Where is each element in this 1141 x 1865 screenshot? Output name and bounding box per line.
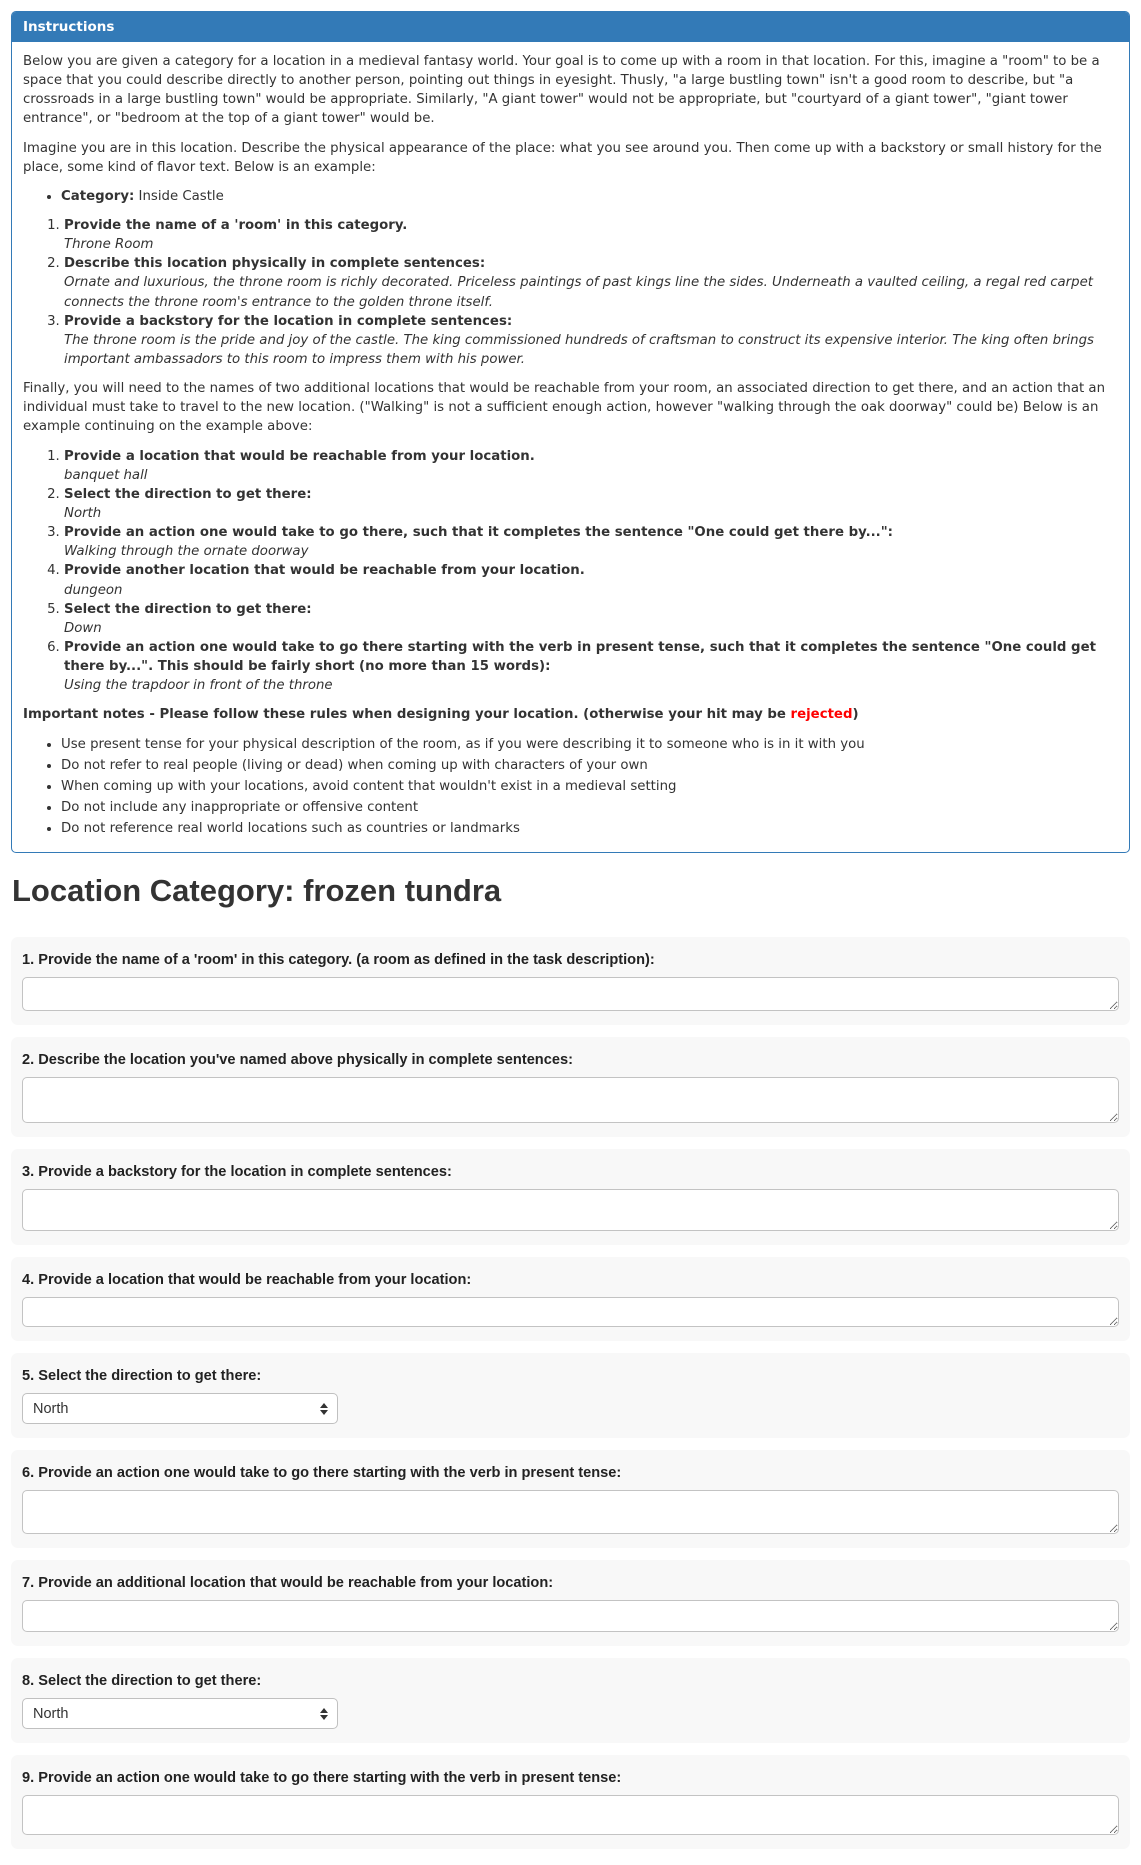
instructions-paragraph-2: Imagine you are in this location. Describe the physical appearance of the place: what you see around you. Then come up with a backstory or small history for the place, some kind of flavor text. Below is an example:	[23, 140, 1102, 175]
instructions-paragraph-1: Below you are given a category for a location in a medieval fantasy world. Your goal is to come up with a room in that location. For this, imagine a "room" to be a space that you could describe directly to another person, pointing out things in eyesight. Thusly, "a large bustling town" isn't a good room to describe, but "a crossroads in a large bustling town" would be appropriate. Similarly, "A giant tower" would not be appropriate, but "courtyard of a giant tower", "giant tower entrance", or "bedroom at the top of a giant tower" would be.	[23, 54, 1100, 127]
instructions-header: Instructions	[12, 12, 1129, 42]
question-9-label: 9. Provide an action one would take to go there starting with the verb in present tense:	[22, 1770, 622, 1787]
question-5-label: 5. Select the direction to get there:	[22, 1368, 262, 1385]
question-1-input[interactable]	[22, 977, 1119, 1011]
question-section-6	[11, 1450, 1130, 1548]
question-5-direction-select[interactable]	[22, 1393, 338, 1424]
example-category-list	[23, 187, 1118, 206]
question-section-7	[11, 1560, 1130, 1646]
example-steps-list-2	[23, 447, 1118, 696]
example-step: 3. Provide an action one would take to go there, such that it completes the sentence "One could get there by...": Walking through the ornate doorway	[64, 523, 1118, 561]
question-7-label: 7. Provide an additional location that would be reachable from your location:	[22, 1575, 554, 1592]
question-8-direction-select[interactable]	[22, 1698, 338, 1729]
question-6-input[interactable]	[22, 1490, 1119, 1534]
example-step: 3. Provide a backstory for the location in complete sentences: The throne room is the pride and joy of the castle. The king commissioned hundreds of craftsman to construct its expensive interior. The king often brings important ambassadors to this room to impress them with his power.	[64, 312, 1118, 369]
rule-item: • Use present tense for your physical description of the room, as if you were describing it to someone who is in it with you	[61, 735, 1118, 754]
question-section-3	[11, 1149, 1130, 1245]
question-2-input[interactable]	[22, 1077, 1119, 1123]
question-2-label: 2. Describe the location you've named above physically in complete sentences:	[22, 1052, 573, 1069]
hit-form	[11, 937, 1130, 1849]
question-section-1	[11, 937, 1130, 1025]
example-step: 4. Provide another location that would be reachable from your location. dungeon	[64, 561, 1118, 599]
example-steps-list-1	[23, 216, 1118, 369]
question-9-input[interactable]	[22, 1795, 1119, 1835]
example-step: 1. Provide a location that would be reachable from your location. banquet hall	[64, 447, 1118, 485]
question-section-8	[11, 1658, 1130, 1743]
question-7-input[interactable]	[22, 1600, 1119, 1632]
question-3-input[interactable]	[22, 1189, 1119, 1231]
question-5-select-wrapper	[22, 1393, 338, 1424]
rule-item: • Do not include any inappropriate or offensive content	[61, 798, 1118, 817]
instructions-paragraph-3: Finally, you will need to the names of two additional locations that would be reachable from your room, an associated direction to get there, and an action that an individual must take to travel to the new location. ("Walking" is not a sufficient enough action, however "walking through the oak doorway" could be) Below is an example continuing on the example above:	[23, 381, 1106, 435]
question-4-label: 4. Provide a location that would be reachable from your location:	[22, 1272, 472, 1289]
question-8-select-wrapper	[22, 1698, 338, 1729]
example-category-label: Category:	[61, 188, 135, 204]
instructions-body	[12, 42, 1129, 852]
question-4-input[interactable]	[22, 1297, 1119, 1327]
example-step: 6. Provide an action one would take to go there starting with the verb in present tense, such that it completes the sentence "One could get there by...". This should be fairly short (no more than 15 words): Using the trapdoor in front of the throne	[64, 638, 1118, 695]
rules-list	[23, 735, 1118, 839]
example-step: 5. Select the direction to get there: Down	[64, 600, 1118, 638]
example-step: 2. Select the direction to get there: North	[64, 485, 1118, 523]
rule-item: • When coming up with your locations, avoid content that wouldn't exist in a medieval setting	[61, 777, 1118, 796]
rejected-highlight: rejected	[790, 707, 853, 723]
example-category-value: Inside Castle	[134, 188, 224, 204]
question-1-label: 1. Provide the name of a 'room' in this category. (a room as defined in the task description):	[22, 952, 655, 969]
question-6-label: 6. Provide an action one would take to go there starting with the verb in present tense:	[22, 1465, 622, 1482]
example-step: 2. Describe this location physically in complete sentences: Ornate and luxurious, the throne room is richly decorated. Priceless paintings of past kings line the sides. Underneath a vaulted ceiling, a regal red carpet connects the throne room's entrance to the golden throne itself.	[64, 254, 1118, 311]
rule-item: • Do not reference real world locations such as countries or landmarks	[61, 819, 1118, 838]
question-3-label: 3. Provide a backstory for the location in complete sentences:	[22, 1164, 452, 1181]
question-section-5	[11, 1353, 1130, 1438]
question-section-9	[11, 1755, 1130, 1849]
rule-item: • Do not refer to real people (living or dead) when coming up with characters of your own	[61, 756, 1118, 775]
question-section-2	[11, 1037, 1130, 1137]
instructions-panel	[11, 11, 1130, 853]
important-notes: Important notes - Please follow these rules when designing your location. (otherwise your hit may be rejected)	[23, 707, 859, 723]
question-8-label: 8. Select the direction to get there:	[22, 1673, 262, 1690]
example-category-item	[61, 187, 1118, 206]
example-step: 1. Provide the name of a 'room' in this category. Throne Room	[64, 216, 1118, 254]
page-title: Location Category: frozen tundra	[12, 873, 502, 909]
question-section-4	[11, 1257, 1130, 1341]
